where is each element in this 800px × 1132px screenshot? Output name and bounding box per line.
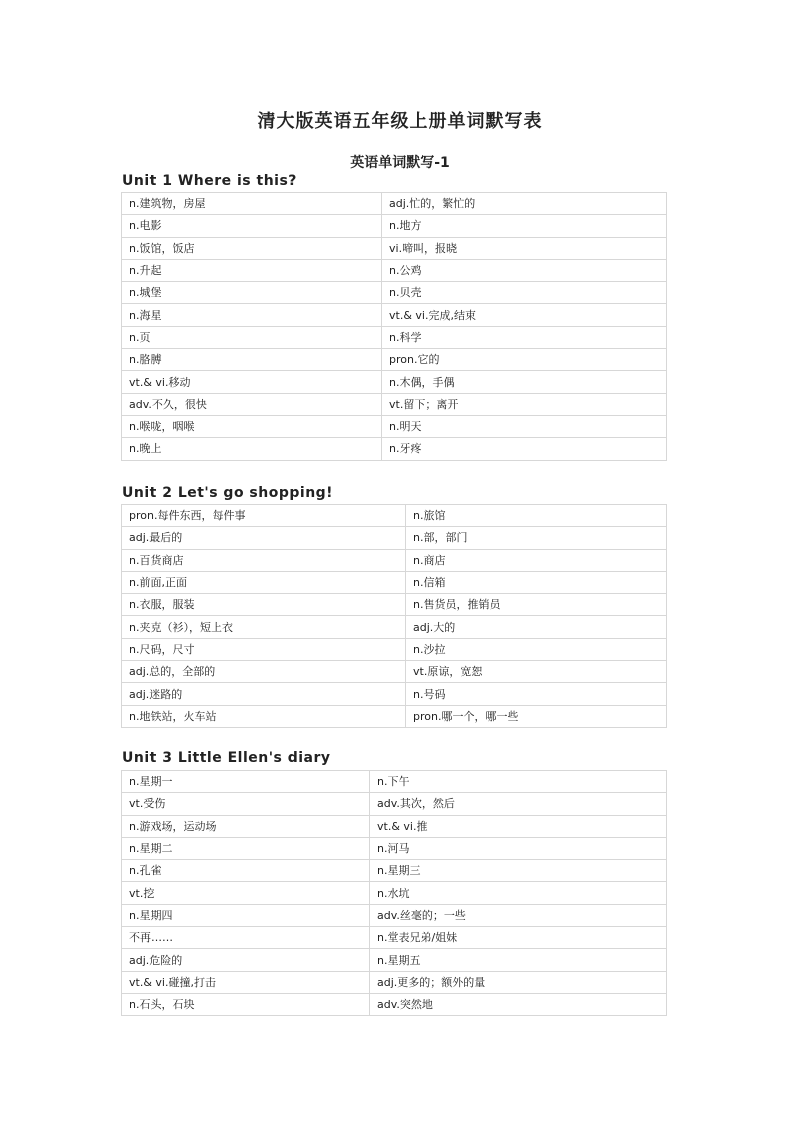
vocab-cell: n.游戏场，运动场 <box>122 815 370 837</box>
vocab-cell: adj.大的 <box>406 616 667 638</box>
vocab-cell: n.城堡 <box>122 282 382 304</box>
unit-2-heading: Unit 2 Let's go shopping! <box>122 485 334 501</box>
vocab-cell: adv.丝毫的；一些 <box>370 904 667 926</box>
vocab-cell: n.海星 <box>122 304 382 326</box>
unit-2-vocab-table <box>121 504 667 728</box>
vocab-cell: vt.受伤 <box>122 793 370 815</box>
table-row <box>122 683 667 705</box>
table-row <box>122 571 667 593</box>
vocab-cell: adj.总的，全部的 <box>122 661 406 683</box>
vocab-cell: adj.迷路的 <box>122 683 406 705</box>
vocab-cell: n.胳膊 <box>122 349 382 371</box>
vocab-cell: n.商店 <box>406 549 667 571</box>
vocab-cell: adv.不久，很快 <box>122 393 382 415</box>
vocab-cell: n.牙疼 <box>382 438 667 460</box>
vocab-cell: n.电影 <box>122 215 382 237</box>
vocab-cell: n.贝壳 <box>382 282 667 304</box>
table-row <box>122 393 667 415</box>
vocab-cell: adv.突然地 <box>370 993 667 1015</box>
vocab-cell: vt.& vi.移动 <box>122 371 382 393</box>
table-row <box>122 215 667 237</box>
vocab-cell: n.售货员，推销员 <box>406 594 667 616</box>
vocab-cell: n.地方 <box>382 215 667 237</box>
vocab-cell: vt.挖 <box>122 882 370 904</box>
table-row <box>122 793 667 815</box>
vocab-cell: adj.忙的，繁忙的 <box>382 193 667 215</box>
table-row <box>122 661 667 683</box>
vocab-cell: n.尺码，尺寸 <box>122 638 406 660</box>
vocab-cell: n.星期二 <box>122 837 370 859</box>
table-row <box>122 549 667 571</box>
table-row <box>122 304 667 326</box>
vocab-cell: n.星期三 <box>370 860 667 882</box>
vocab-cell: n.升起 <box>122 259 382 281</box>
vocab-cell: n.石头，石块 <box>122 993 370 1015</box>
unit-1-heading: Unit 1 Where is this? <box>122 173 297 189</box>
table-row <box>122 971 667 993</box>
vocab-cell: vt.& vi.完成,结束 <box>382 304 667 326</box>
vocab-cell: n.科学 <box>382 326 667 348</box>
vocab-cell: n.夹克（衫），短上衣 <box>122 616 406 638</box>
vocab-cell: pron.它的 <box>382 349 667 371</box>
vocab-cell: n.明天 <box>382 415 667 437</box>
table-row <box>122 326 667 348</box>
vocab-cell: 不再…… <box>122 927 370 949</box>
vocab-cell: n.建筑物，房屋 <box>122 193 382 215</box>
table-row <box>122 860 667 882</box>
vocab-cell: n.星期四 <box>122 904 370 926</box>
vocab-cell: adj.危险的 <box>122 949 370 971</box>
table-row <box>122 505 667 527</box>
vocab-cell: n.河马 <box>370 837 667 859</box>
vocab-cell: n.堂表兄弟/姐妹 <box>370 927 667 949</box>
vocab-cell: n.下午 <box>370 771 667 793</box>
vocab-cell: n.饭馆，饭店 <box>122 237 382 259</box>
vocab-cell: vt.原谅，宽恕 <box>406 661 667 683</box>
vocab-cell: n.百货商店 <box>122 549 406 571</box>
vocab-cell: n.部，部门 <box>406 527 667 549</box>
vocab-cell: pron.哪一个，哪一些 <box>406 705 667 727</box>
vocab-cell: adj.更多的；额外的量 <box>370 971 667 993</box>
vocab-cell: n.号码 <box>406 683 667 705</box>
unit-1-vocab-table <box>121 192 667 461</box>
table-row <box>122 438 667 460</box>
vocab-cell: n.前面,正面 <box>122 571 406 593</box>
vocab-cell: n.信箱 <box>406 571 667 593</box>
vocab-cell: n.晚上 <box>122 438 382 460</box>
table-row <box>122 616 667 638</box>
table-row <box>122 904 667 926</box>
vocab-cell: n.水坑 <box>370 882 667 904</box>
vocab-cell: vt.& vi.推 <box>370 815 667 837</box>
table-row <box>122 415 667 437</box>
vocab-cell: n.沙拉 <box>406 638 667 660</box>
table-row <box>122 282 667 304</box>
table-row <box>122 771 667 793</box>
table-row <box>122 837 667 859</box>
vocab-cell: n.星期一 <box>122 771 370 793</box>
table-row <box>122 815 667 837</box>
vocab-cell: vi.啼叫，报晓 <box>382 237 667 259</box>
table-row <box>122 882 667 904</box>
vocab-cell: n.衣服，服装 <box>122 594 406 616</box>
table-row <box>122 371 667 393</box>
vocab-cell: n.星期五 <box>370 949 667 971</box>
vocab-cell: n.喉咙，咽喉 <box>122 415 382 437</box>
table-row <box>122 638 667 660</box>
table-row <box>122 594 667 616</box>
vocab-cell: n.地铁站，火车站 <box>122 705 406 727</box>
vocab-cell: n.页 <box>122 326 382 348</box>
table-row <box>122 949 667 971</box>
vocab-cell: n.公鸡 <box>382 259 667 281</box>
vocab-cell: n.旅馆 <box>406 505 667 527</box>
table-row <box>122 527 667 549</box>
vocab-cell: adj.最后的 <box>122 527 406 549</box>
vocab-cell: pron.每件东西，每件事 <box>122 505 406 527</box>
unit-3-heading: Unit 3 Little Ellen's diary <box>122 750 331 766</box>
page-title: 清大版英语五年级上册单词默写表 <box>257 111 543 132</box>
vocab-cell: n.木偶，手偶 <box>382 371 667 393</box>
table-row <box>122 993 667 1015</box>
vocab-cell: adv.其次，然后 <box>370 793 667 815</box>
table-row <box>122 349 667 371</box>
unit-3-vocab-table <box>121 770 667 1016</box>
table-row <box>122 705 667 727</box>
table-row <box>122 259 667 281</box>
vocab-cell: n.孔雀 <box>122 860 370 882</box>
table-row <box>122 237 667 259</box>
page-subtitle: 英语单词默写-1 <box>350 155 450 171</box>
table-row <box>122 927 667 949</box>
table-row <box>122 193 667 215</box>
vocab-cell: vt.& vi.碰撞,打击 <box>122 971 370 993</box>
vocab-cell: vt.留下；离开 <box>382 393 667 415</box>
